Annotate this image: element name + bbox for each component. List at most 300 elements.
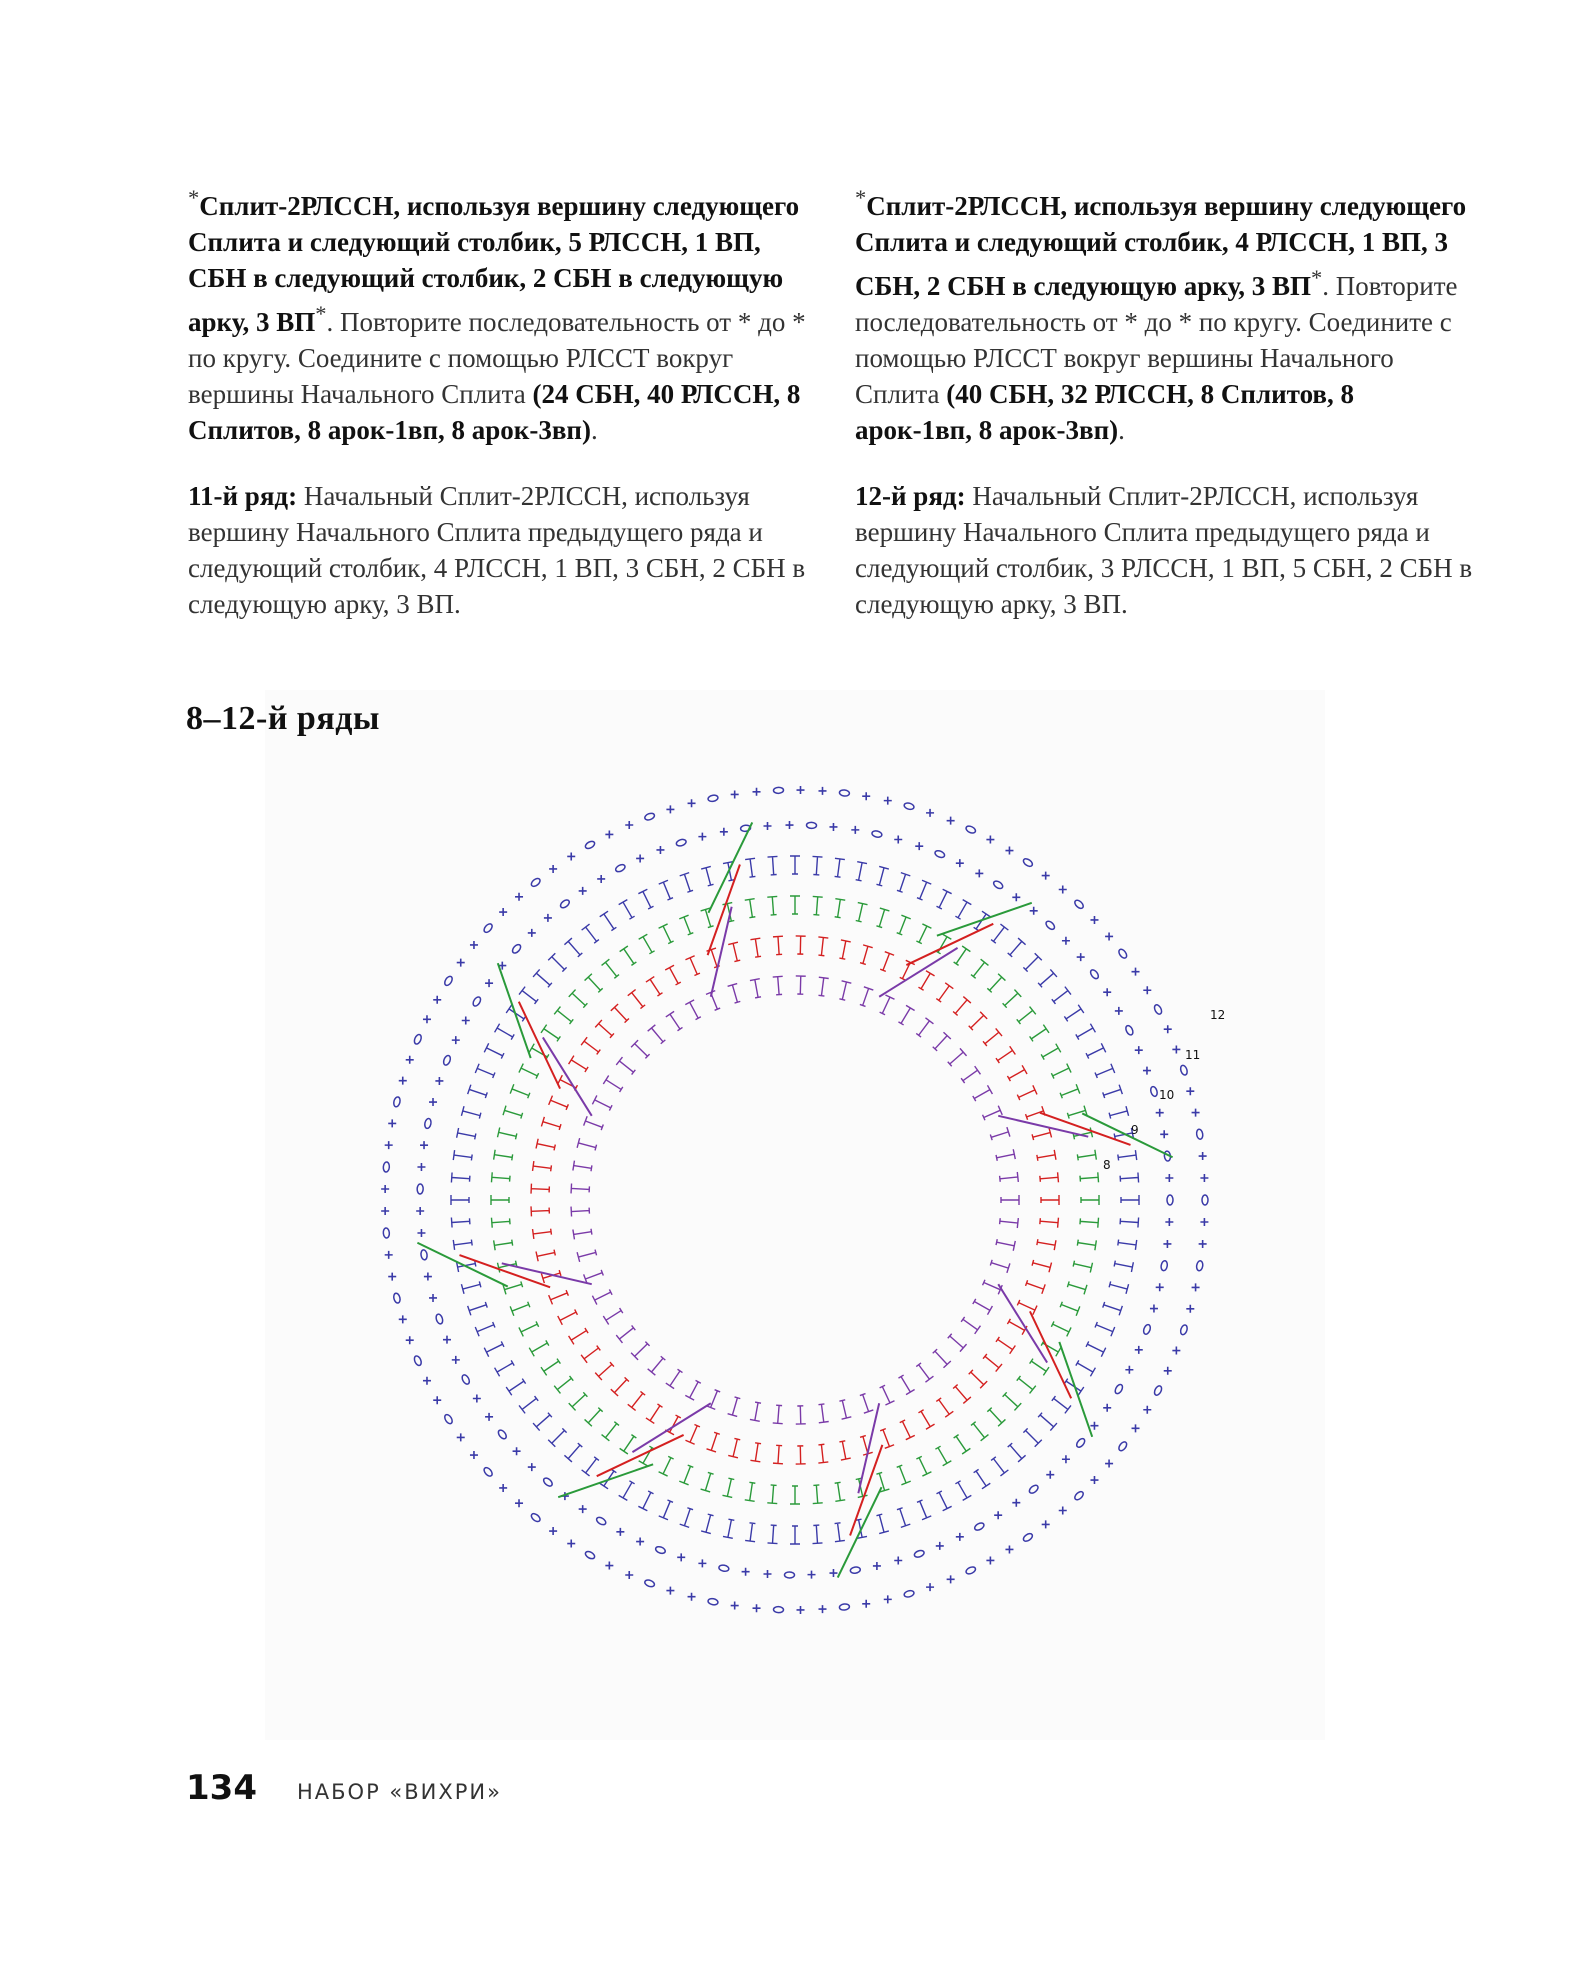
treble-stitch-symbol xyxy=(659,1500,673,1520)
single-crochet-symbol xyxy=(1125,1366,1133,1374)
single-crochet-symbol xyxy=(1192,1109,1200,1117)
treble-stitch-symbol xyxy=(685,956,699,976)
split-stitch-line xyxy=(597,1435,684,1476)
single-crochet-symbol xyxy=(544,914,552,922)
single-crochet-symbol xyxy=(915,842,923,850)
single-crochet-symbol xyxy=(636,854,644,862)
treble-stitch-symbol xyxy=(585,974,603,993)
chain-stitch-symbol xyxy=(1153,1004,1163,1016)
treble-stitch-symbol xyxy=(1023,953,1041,971)
treble-stitch-symbol xyxy=(541,1117,561,1130)
treble-stitch-symbol xyxy=(685,1000,701,1020)
split-stitch-line xyxy=(1030,1311,1071,1398)
single-crochet-symbol xyxy=(1005,1545,1013,1553)
single-crochet-symbol xyxy=(797,786,805,794)
treble-stitch-symbol xyxy=(648,1356,666,1375)
chain-stitch-symbol xyxy=(435,1313,444,1324)
single-crochet-symbol xyxy=(1059,1507,1067,1515)
treble-stitch-symbol xyxy=(569,990,588,1008)
treble-stitch-symbol xyxy=(750,1402,761,1421)
chain-stitch-symbol xyxy=(871,830,882,838)
treble-stitch-symbol xyxy=(1109,1106,1128,1118)
instruction-text: Начальный Сплит-2РЛССН, используя вершину Начального Сплита предыдущего ряда и следующий столбик, 3 РЛССН, 1 ВП, 5 СБН, 2 СБН в следующую арку, 3 ВП. xyxy=(855,481,1473,619)
single-crochet-symbol xyxy=(1046,1471,1054,1479)
treble-stitch-symbol xyxy=(494,1240,513,1251)
single-crochet-symbol xyxy=(720,828,728,836)
single-crochet-symbol xyxy=(406,1056,414,1064)
treble-stitch-symbol xyxy=(876,908,889,928)
single-crochet-symbol xyxy=(1164,1367,1172,1375)
chain-stitch-symbol xyxy=(530,877,542,888)
single-crochet-symbol xyxy=(515,1499,523,1507)
single-crochet-symbol xyxy=(688,799,696,807)
single-crochet-symbol xyxy=(406,1336,414,1344)
treble-stitch-symbol xyxy=(1103,1302,1123,1315)
single-crochet-symbol xyxy=(1115,1007,1123,1015)
treble-stitch-symbol xyxy=(876,1514,888,1533)
treble-stitch-symbol xyxy=(554,1376,573,1393)
treble-stitch-symbol xyxy=(582,924,599,943)
row-label: 11-й ряд: xyxy=(188,481,298,511)
single-crochet-symbol xyxy=(616,1528,624,1536)
treble-stitch-symbol xyxy=(983,1106,1003,1121)
chain-stitch-symbol xyxy=(383,1162,390,1172)
single-crochet-symbol xyxy=(1164,1025,1172,1033)
single-crochet-symbol xyxy=(1062,937,1070,945)
single-crochet-symbol xyxy=(549,1527,557,1535)
chain-stitch-symbol xyxy=(424,1118,432,1129)
single-crochet-symbol xyxy=(1172,1045,1180,1053)
treble-stitch-symbol xyxy=(595,1362,614,1380)
single-crochet-symbol xyxy=(385,1141,393,1149)
bold-instruction: Сплит-2РЛССН, используя вершину следующего Сплита и следующий столбик, 4 РЛССН, 1 ВП, 3 СБН, 2 СБН в следующую арку, 3 ВП xyxy=(855,191,1467,301)
treble-stitch-symbol xyxy=(1114,1261,1133,1272)
single-crochet-symbol xyxy=(986,1556,994,1564)
treble-stitch-symbol xyxy=(768,856,778,874)
single-crochet-symbol xyxy=(605,830,613,838)
treble-stitch-symbol xyxy=(1007,1065,1027,1081)
asterisk: * xyxy=(315,301,327,326)
single-crochet-symbol xyxy=(1062,1455,1070,1463)
treble-stitch-symbol xyxy=(773,976,783,995)
single-crochet-symbol xyxy=(528,929,536,937)
text-column-right xyxy=(855,180,1475,652)
single-crochet-symbol xyxy=(862,792,870,800)
treble-stitch-symbol xyxy=(790,856,800,874)
single-crochet-symbol xyxy=(1160,1130,1168,1138)
treble-stitch-symbol xyxy=(918,1410,934,1430)
chain-stitch-symbol xyxy=(413,1034,422,1046)
single-crochet-symbol xyxy=(416,1207,424,1215)
treble-stitch-symbol xyxy=(451,1173,469,1183)
treble-stitch-symbol xyxy=(860,1394,873,1414)
chain-stitch-symbol xyxy=(934,849,946,858)
chain-stitch-symbol xyxy=(965,1566,977,1576)
treble-stitch-symbol xyxy=(495,1024,515,1040)
treble-stitch-symbol xyxy=(983,1028,1002,1046)
single-crochet-symbol xyxy=(1077,953,1085,961)
single-crochet-symbol xyxy=(819,787,827,795)
single-crochet-symbol xyxy=(884,797,892,805)
treble-stitch-symbol xyxy=(659,1456,674,1476)
treble-stitch-symbol xyxy=(620,946,637,965)
single-crochet-symbol xyxy=(452,1036,460,1044)
treble-stitch-symbol xyxy=(646,977,663,996)
treble-stitch-symbol xyxy=(564,1443,582,1462)
treble-stitch-symbol xyxy=(619,1481,635,1501)
treble-stitch-symbol xyxy=(1077,1240,1096,1251)
treble-stitch-symbol xyxy=(1051,1321,1071,1336)
treble-stitch-symbol xyxy=(728,1397,741,1417)
chain-stitch-symbol xyxy=(1124,1024,1134,1036)
treble-stitch-symbol xyxy=(796,1406,806,1424)
treble-stitch-symbol xyxy=(1080,1172,1099,1182)
chain-stitch-symbol xyxy=(1022,1532,1034,1543)
treble-stitch-symbol xyxy=(536,1250,555,1262)
single-crochet-symbol xyxy=(936,1542,944,1550)
single-crochet-symbol xyxy=(433,1396,441,1404)
treble-stitch-symbol xyxy=(880,995,895,1015)
treble-stitch-symbol xyxy=(484,1043,504,1058)
single-crochet-symbol xyxy=(1143,1067,1151,1075)
treble-stitch-symbol xyxy=(581,1346,600,1363)
treble-stitch-symbol xyxy=(880,1385,895,1405)
treble-stitch-symbol xyxy=(818,937,828,956)
treble-stitch-symbol xyxy=(1095,1064,1115,1078)
treble-stitch-symbol xyxy=(953,997,971,1016)
treble-stitch-symbol xyxy=(953,1385,971,1404)
single-crochet-symbol xyxy=(385,1251,393,1259)
treble-stitch-symbol xyxy=(1073,1261,1092,1273)
treble-stitch-symbol xyxy=(519,1064,539,1079)
single-crochet-symbol xyxy=(698,833,706,841)
treble-stitch-symbol xyxy=(1017,1007,1036,1024)
treble-stitch-symbol xyxy=(707,1432,720,1452)
stitch-count: (40 СБН, 32 РЛССН, 8 Сплитов, 8 арок-1вп, 8 арок-3вп) xyxy=(855,379,1354,445)
treble-stitch-symbol xyxy=(936,1491,951,1511)
chain-stitch-symbol xyxy=(1022,857,1034,868)
single-crochet-symbol xyxy=(1030,907,1038,915)
treble-stitch-symbol xyxy=(571,1183,589,1193)
treble-stitch-symbol xyxy=(1000,1172,1019,1182)
single-crochet-symbol xyxy=(513,1447,521,1455)
treble-stitch-symbol xyxy=(898,1005,914,1025)
single-crochet-symbol xyxy=(956,1533,964,1541)
single-crochet-symbol xyxy=(763,1570,771,1578)
treble-stitch-symbol xyxy=(916,1456,931,1476)
treble-stitch-symbol xyxy=(813,1485,823,1504)
chain-stitch-symbol xyxy=(511,943,522,954)
treble-stitch-symbol xyxy=(503,1281,523,1294)
split-stitch-line xyxy=(1082,1113,1172,1157)
chain-stitch-symbol xyxy=(773,1606,783,1612)
treble-stitch-symbol xyxy=(856,903,868,922)
chain-stitch-symbol xyxy=(1117,948,1128,960)
treble-stitch-symbol xyxy=(584,1116,604,1130)
treble-stitch-symbol xyxy=(468,1302,488,1315)
single-crochet-symbol xyxy=(894,1557,902,1565)
chain-stitch-symbol xyxy=(1114,1383,1124,1395)
treble-stitch-symbol xyxy=(680,1508,693,1528)
treble-stitch-symbol xyxy=(876,1472,889,1492)
treble-stitch-symbol xyxy=(679,915,693,935)
treble-stitch-symbol xyxy=(461,1281,480,1293)
treble-stitch-symbol xyxy=(592,1289,612,1304)
instruction-text: . Повторите последовательность от * до * по кругу. Соедините с помощью РЛССТ вокруг вершины Начального Сплита xyxy=(855,271,1458,409)
treble-stitch-symbol xyxy=(839,981,851,1000)
treble-stitch-symbol xyxy=(665,965,681,985)
chain-stitch-symbol xyxy=(707,794,718,802)
single-crochet-symbol xyxy=(1090,916,1098,924)
treble-stitch-symbol xyxy=(818,977,828,996)
treble-stitch-symbol xyxy=(796,936,806,954)
single-crochet-symbol xyxy=(1132,1424,1140,1432)
treble-stitch-symbol xyxy=(1052,987,1071,1004)
row-label-9: 9 xyxy=(1131,1123,1139,1137)
single-crochet-symbol xyxy=(636,1538,644,1546)
treble-stitch-symbol xyxy=(666,1369,683,1388)
treble-stitch-symbol xyxy=(648,1025,666,1044)
treble-stitch-symbol xyxy=(679,1465,693,1485)
chain-stitch-symbol xyxy=(707,1598,718,1606)
treble-stitch-symbol xyxy=(628,1391,645,1410)
chain-stitch-symbol xyxy=(1045,920,1056,931)
chain-stitch-symbol xyxy=(1075,1437,1086,1449)
single-crochet-symbol xyxy=(388,1119,396,1127)
treble-stitch-symbol xyxy=(948,1048,967,1066)
split-stitch-line xyxy=(417,1243,507,1287)
chain-stitch-symbol xyxy=(542,1477,553,1488)
single-crochet-symbol xyxy=(797,1606,805,1614)
chain-stitch-symbol xyxy=(903,1590,914,1599)
treble-stitch-symbol xyxy=(533,1161,552,1171)
treble-stitch-symbol xyxy=(839,940,850,959)
treble-stitch-symbol xyxy=(933,1032,951,1051)
chain-stitch-symbol xyxy=(497,1429,508,1441)
single-crochet-symbol xyxy=(1090,1422,1098,1430)
chain-stitch-symbol xyxy=(839,1603,850,1610)
single-crochet-symbol xyxy=(753,1604,761,1612)
chain-stitch-symbol xyxy=(1196,1129,1204,1140)
treble-stitch-symbol xyxy=(506,1379,525,1396)
treble-stitch-symbol xyxy=(602,959,619,978)
treble-stitch-symbol xyxy=(541,1359,560,1376)
treble-stitch-symbol xyxy=(750,979,761,998)
treble-stitch-symbol xyxy=(1030,1025,1049,1042)
treble-stitch-symbol xyxy=(835,858,845,877)
row-label-8: 8 xyxy=(1103,1158,1111,1172)
treble-stitch-symbol xyxy=(1032,1128,1051,1140)
chain-stitch-symbol xyxy=(806,822,816,828)
treble-stitch-symbol xyxy=(611,1377,629,1396)
treble-stitch-symbol xyxy=(536,1139,555,1151)
treble-stitch-symbol xyxy=(933,1349,951,1368)
split-stitch-line xyxy=(998,1284,1047,1362)
single-crochet-symbol xyxy=(443,1336,451,1344)
single-crochet-symbol xyxy=(429,1294,437,1302)
single-crochet-symbol xyxy=(462,1017,470,1025)
single-crochet-symbol xyxy=(1172,1347,1180,1355)
treble-stitch-symbol xyxy=(728,942,740,961)
treble-stitch-symbol xyxy=(451,1195,469,1205)
single-crochet-symbol xyxy=(851,826,859,834)
single-crochet-symbol xyxy=(731,1602,739,1610)
chain-stitch-symbol xyxy=(644,812,655,821)
treble-stitch-symbol xyxy=(996,1239,1015,1251)
single-crochet-symbol xyxy=(1200,1174,1208,1182)
single-crochet-symbol xyxy=(417,1163,425,1171)
treble-stitch-symbol xyxy=(531,1184,549,1194)
treble-stitch-symbol xyxy=(680,873,693,893)
single-crochet-symbol xyxy=(423,1015,431,1023)
treble-stitch-symbol xyxy=(569,1392,588,1410)
treble-stitch-symbol xyxy=(1118,1240,1137,1250)
single-crochet-symbol xyxy=(381,1207,389,1215)
single-crochet-symbol xyxy=(1143,986,1151,994)
treble-stitch-symbol xyxy=(585,1408,603,1427)
chain-stitch-symbol xyxy=(393,1293,401,1304)
split-stitch-line xyxy=(906,924,993,965)
chain-stitch-symbol xyxy=(443,975,453,987)
treble-stitch-symbol xyxy=(935,1446,951,1466)
treble-stitch-symbol xyxy=(451,1218,469,1228)
treble-stitch-symbol xyxy=(600,911,617,930)
single-crochet-symbol xyxy=(429,1098,437,1106)
treble-stitch-symbol xyxy=(856,862,867,881)
treble-stitch-symbol xyxy=(533,1229,552,1239)
chain-stitch-symbol xyxy=(595,1516,607,1526)
chain-stitch-symbol xyxy=(1028,1484,1040,1495)
single-crochet-symbol xyxy=(1186,1305,1194,1313)
chain-stitch-symbol xyxy=(914,1549,925,1558)
treble-stitch-symbol xyxy=(728,1438,740,1457)
treble-stitch-symbol xyxy=(519,1321,539,1336)
treble-stitch-symbol xyxy=(1076,1024,1096,1040)
treble-stitch-symbol xyxy=(900,1420,915,1440)
single-crochet-symbol xyxy=(1105,932,1113,940)
treble-stitch-symbol xyxy=(961,1066,980,1083)
treble-stitch-symbol xyxy=(974,1469,991,1488)
single-crochet-symbol xyxy=(528,1463,536,1471)
treble-stitch-symbol xyxy=(468,1085,488,1098)
treble-stitch-symbol xyxy=(969,1370,987,1388)
single-crochet-symbol xyxy=(808,1571,816,1579)
treble-stitch-symbol xyxy=(659,924,674,944)
treble-stitch-symbol xyxy=(701,908,714,928)
split-stitch-line xyxy=(502,1263,592,1284)
treble-stitch-symbol xyxy=(813,856,823,874)
chain-stitch-symbol xyxy=(1142,1324,1151,1335)
asterisk: * xyxy=(855,185,867,210)
chain-stitch-symbol xyxy=(655,1545,666,1554)
treble-stitch-symbol xyxy=(1023,1428,1041,1446)
split-stitch-line xyxy=(498,963,531,1058)
chain-stitch-symbol xyxy=(1153,1385,1163,1397)
treble-stitch-symbol xyxy=(876,866,888,885)
treble-stitch-symbol xyxy=(790,1486,800,1504)
single-crochet-symbol xyxy=(452,1356,460,1364)
treble-stitch-symbol xyxy=(767,1485,777,1504)
treble-stitch-symbol xyxy=(835,899,846,918)
treble-stitch-symbol xyxy=(996,1337,1015,1354)
treble-stitch-symbol xyxy=(916,1363,933,1382)
single-crochet-symbol xyxy=(485,1413,493,1421)
single-crochet-symbol xyxy=(873,1562,881,1570)
single-crochet-symbol xyxy=(862,1600,870,1608)
treble-stitch-symbol xyxy=(519,987,538,1004)
treble-stitch-symbol xyxy=(971,1422,988,1441)
chain-stitch-symbol xyxy=(1179,1064,1188,1075)
treble-stitch-symbol xyxy=(1103,1085,1123,1098)
single-crochet-symbol xyxy=(1103,988,1111,996)
single-crochet-symbol xyxy=(1105,1460,1113,1468)
treble-stitch-symbol xyxy=(835,1482,846,1501)
treble-stitch-symbol xyxy=(628,989,645,1008)
single-crochet-symbol xyxy=(975,869,983,877)
single-crochet-symbol xyxy=(399,1315,407,1323)
single-crochet-symbol xyxy=(381,1185,389,1193)
chain-stitch-symbol xyxy=(461,1374,471,1386)
single-crochet-symbol xyxy=(597,875,605,883)
treble-stitch-symbol xyxy=(548,1428,566,1446)
treble-stitch-symbol xyxy=(955,900,971,920)
treble-stitch-symbol xyxy=(1067,1106,1087,1119)
single-crochet-symbol xyxy=(579,1505,587,1513)
treble-stitch-symbol xyxy=(529,1340,549,1356)
asterisk: * xyxy=(188,185,200,210)
treble-stitch-symbol xyxy=(706,991,720,1011)
bold-instruction: Сплит-2РЛССН, используя вершину следующего Сплита и следующий столбик, 5 РЛССН, 1 ВП, СБН в следующий столбик, 2 СБН в следующую арку, 3 ВП xyxy=(188,191,800,337)
treble-stitch-symbol xyxy=(1017,1085,1037,1100)
treble-stitch-symbol xyxy=(491,1195,509,1205)
treble-stitch-symbol xyxy=(1003,1392,1022,1410)
split-stitch-line xyxy=(858,1403,879,1493)
single-crochet-symbol xyxy=(470,1451,478,1459)
single-crochet-symbol xyxy=(986,836,994,844)
treble-stitch-symbol xyxy=(491,1218,510,1228)
split-stitch-line xyxy=(711,907,732,997)
treble-stitch-symbol xyxy=(510,1084,530,1098)
treble-stitch-symbol xyxy=(1060,1302,1080,1316)
chain-stitch-symbol xyxy=(903,802,914,811)
single-crochet-symbol xyxy=(1012,1499,1020,1507)
single-crochet-symbol xyxy=(1059,885,1067,893)
chain-stitch-symbol xyxy=(1089,968,1100,980)
treble-stitch-symbol xyxy=(701,1514,713,1533)
chain-stitch-symbol xyxy=(443,1413,453,1425)
single-crochet-symbol xyxy=(485,979,493,987)
single-crochet-symbol xyxy=(829,1569,837,1577)
chain-stitch-symbol xyxy=(442,1055,451,1067)
instruction-text: . Повторите последовательность от * до * по кругу. Соедините с помощью РЛССТ вокруг вершины Начального Сплита xyxy=(188,307,806,409)
single-crochet-symbol xyxy=(423,1377,431,1385)
treble-stitch-symbol xyxy=(991,1457,1008,1476)
treble-stitch-symbol xyxy=(616,1057,635,1074)
single-crochet-symbol xyxy=(1135,1346,1143,1354)
treble-stitch-symbol xyxy=(973,1085,993,1101)
single-crochet-symbol xyxy=(1199,1240,1207,1248)
single-crochet-symbol xyxy=(698,1559,706,1567)
single-crochet-symbol xyxy=(515,893,523,901)
paragraph-row10-continued xyxy=(188,180,808,448)
single-crochet-symbol xyxy=(1156,1109,1164,1117)
single-crochet-symbol xyxy=(731,790,739,798)
treble-stitch-symbol xyxy=(990,1127,1010,1140)
treble-stitch-symbol xyxy=(1032,1260,1051,1272)
chain-stitch-symbol xyxy=(773,787,783,793)
treble-stitch-symbol xyxy=(1001,1195,1019,1205)
split-stitch-line xyxy=(543,1037,592,1115)
